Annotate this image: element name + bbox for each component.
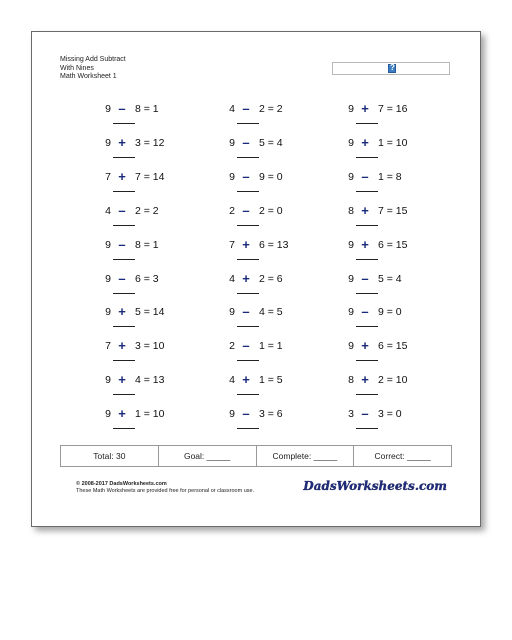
- minus-sign: –: [118, 101, 126, 116]
- problem-item: [225, 374, 335, 404]
- plus-sign: +: [361, 236, 369, 252]
- equation-rest: 3 = 0: [378, 408, 402, 421]
- total-cell: Total: 30: [61, 446, 159, 466]
- first-operand: 8: [348, 204, 354, 217]
- problem-item: [101, 202, 211, 235]
- equation: [225, 168, 335, 185]
- plus-sign: +: [361, 372, 369, 388]
- answer-blank[interactable]: [237, 394, 259, 395]
- complete-cell: Complete: _____: [257, 446, 355, 466]
- answer-blank[interactable]: [356, 259, 378, 260]
- equation-rest: 6 = 13: [259, 238, 289, 251]
- copyright-notice: [76, 481, 254, 495]
- first-operand: 9: [348, 103, 354, 115]
- equation-rest: 6 = 15: [378, 238, 408, 251]
- equation: [101, 134, 211, 151]
- equation: [101, 374, 211, 388]
- equation-rest: 9 = 0: [378, 306, 402, 319]
- first-operand: 9: [348, 170, 354, 183]
- svg-text:DadsWorksheets.com: DadsWorksheets.com: [303, 479, 447, 493]
- answer-blank[interactable]: [113, 360, 135, 361]
- answer-blank[interactable]: [113, 326, 135, 327]
- equation-rest: 5 = 4: [378, 272, 402, 285]
- problem-item: [344, 103, 454, 133]
- minus-sign: –: [242, 101, 250, 116]
- minus-sign: –: [118, 236, 126, 252]
- equation: [101, 340, 211, 354]
- answer-blank[interactable]: [356, 123, 378, 124]
- title-line-3: Math Worksheet 1: [60, 73, 117, 80]
- minus-sign: –: [242, 406, 250, 422]
- problem-item: [344, 270, 454, 303]
- equation: [225, 134, 335, 151]
- answer-blank[interactable]: [356, 360, 378, 361]
- first-operand: 8: [348, 374, 354, 387]
- first-operand: 9: [105, 374, 111, 387]
- plus-sign: +: [361, 202, 369, 218]
- equation: [101, 168, 211, 185]
- equation-rest: 2 = 0: [259, 204, 283, 217]
- plus-sign: +: [118, 338, 126, 354]
- answer-blank[interactable]: [356, 293, 378, 294]
- minus-sign: –: [242, 202, 250, 218]
- first-operand: 9: [348, 238, 354, 251]
- plus-sign: +: [361, 338, 369, 354]
- first-operand: 9: [229, 408, 235, 421]
- first-operand: 4: [229, 103, 235, 115]
- equation: [344, 236, 454, 253]
- dadsworksheets-logo: [303, 475, 452, 495]
- equation: [225, 202, 335, 219]
- first-operand: 7: [229, 238, 235, 251]
- first-operand: 9: [105, 103, 111, 115]
- equation-rest: 8 = 1: [135, 238, 159, 251]
- problem-item: [225, 103, 335, 133]
- plus-sign: +: [242, 270, 250, 286]
- minus-sign: –: [361, 304, 369, 320]
- equation-rest: 8 = 1: [135, 103, 159, 115]
- equation-rest: 1 = 10: [135, 408, 165, 421]
- equation: [225, 374, 335, 388]
- first-operand: 7: [105, 170, 111, 183]
- answer-blank[interactable]: [237, 428, 259, 429]
- answer-blank[interactable]: [113, 293, 135, 294]
- first-operand: 9: [229, 170, 235, 183]
- minus-sign: –: [118, 270, 126, 286]
- first-operand: 7: [105, 340, 111, 353]
- answer-blank[interactable]: [356, 225, 378, 226]
- first-operand: 9: [348, 306, 354, 319]
- plus-sign: +: [118, 406, 126, 422]
- first-operand: 9: [105, 306, 111, 319]
- first-operand: 3: [348, 408, 354, 421]
- problem-item: [101, 236, 211, 269]
- problem-item: [225, 168, 335, 201]
- minus-sign: –: [118, 202, 126, 218]
- problem-item: [225, 202, 335, 235]
- problem-item: [344, 202, 454, 235]
- answer-blank[interactable]: [356, 326, 378, 327]
- copyright-line-1: © 2008-2017 DadsWorksheets.com: [76, 481, 167, 487]
- equation: [101, 306, 211, 320]
- first-operand: 9: [348, 272, 354, 285]
- copyright-line-2: These Math Worksheets are provided free for personal or classroom use.: [76, 488, 255, 494]
- answer-blank[interactable]: [356, 157, 378, 158]
- equation: [344, 202, 454, 219]
- first-operand: 9: [105, 272, 111, 285]
- problem-item: [101, 270, 211, 303]
- minus-sign: –: [361, 406, 369, 422]
- first-operand: 4: [229, 272, 235, 285]
- equation: [225, 236, 335, 253]
- problem-item: [344, 236, 454, 269]
- minus-sign: –: [242, 134, 250, 150]
- answer-blank[interactable]: [237, 360, 259, 361]
- first-operand: 9: [105, 238, 111, 251]
- equation: [225, 340, 335, 354]
- equation-rest: 3 = 12: [135, 136, 165, 149]
- equation: [344, 270, 454, 287]
- equation: [225, 408, 335, 422]
- problem-item: [344, 134, 454, 167]
- first-operand: 9: [229, 306, 235, 319]
- problem-item: [344, 168, 454, 201]
- answer-blank[interactable]: [113, 225, 135, 226]
- equation: [344, 103, 454, 117]
- first-operand: 4: [229, 374, 235, 387]
- problem-item: [225, 236, 335, 269]
- equation: [101, 236, 211, 253]
- answer-blank[interactable]: [356, 394, 378, 395]
- problem-item: [101, 340, 211, 370]
- answer-blank[interactable]: [113, 157, 135, 158]
- minus-sign: –: [242, 304, 250, 320]
- problem-item: [101, 103, 211, 133]
- equation: [344, 340, 454, 354]
- equation: [344, 168, 454, 185]
- equation-rest: 7 = 14: [135, 170, 165, 183]
- equation: [101, 202, 211, 219]
- problem-item: [225, 306, 335, 336]
- equation-rest: 4 = 5: [259, 306, 283, 319]
- equation: [101, 408, 211, 422]
- plus-sign: +: [118, 134, 126, 150]
- problem-item: [101, 408, 211, 438]
- minus-sign: –: [242, 338, 250, 354]
- equation: [225, 270, 335, 287]
- problem-item: [344, 340, 454, 370]
- problem-item: [344, 374, 454, 404]
- equation-rest: 2 = 2: [259, 103, 283, 115]
- equation-rest: 3 = 6: [259, 408, 283, 421]
- equation-rest: 6 = 15: [378, 340, 408, 353]
- problem-item: [225, 270, 335, 303]
- first-operand: 9: [229, 136, 235, 149]
- first-operand: 2: [229, 204, 235, 217]
- equation-rest: 1 = 8: [378, 170, 402, 183]
- first-operand: 9: [105, 408, 111, 421]
- answer-blank[interactable]: [237, 259, 259, 260]
- minus-sign: –: [242, 168, 250, 184]
- first-operand: 9: [348, 340, 354, 353]
- equation: [344, 306, 454, 320]
- equation-rest: 3 = 10: [135, 340, 165, 353]
- equation: [225, 103, 335, 117]
- plus-sign: +: [118, 372, 126, 388]
- worksheet-page: [31, 31, 481, 527]
- equation: [344, 408, 454, 422]
- answer-blank[interactable]: [113, 428, 135, 429]
- plus-sign: +: [361, 101, 369, 116]
- equation: [101, 103, 211, 117]
- answer-blank[interactable]: [237, 326, 259, 327]
- title-line-2: With Nines: [60, 64, 94, 72]
- plus-sign: +: [118, 304, 126, 320]
- equation-rest: 5 = 4: [259, 136, 283, 149]
- answer-blank[interactable]: [237, 225, 259, 226]
- title-line-1: Missing Add Subtract: [60, 56, 126, 63]
- equation-rest: 1 = 10: [378, 136, 408, 149]
- equation-rest: 5 = 14: [135, 306, 165, 319]
- plus-sign: +: [242, 372, 250, 388]
- equation-rest: 1 = 5: [259, 374, 283, 387]
- answer-blank[interactable]: [237, 157, 259, 158]
- plus-sign: +: [242, 236, 250, 252]
- answer-blank[interactable]: [113, 394, 135, 395]
- equation-rest: 2 = 10: [378, 374, 408, 387]
- plus-sign: +: [361, 134, 369, 150]
- first-operand: 9: [348, 136, 354, 149]
- problem-item: [101, 134, 211, 167]
- answer-blank[interactable]: [356, 191, 378, 192]
- score-table: [60, 445, 452, 467]
- answer-blank[interactable]: [113, 259, 135, 260]
- equation-rest: 4 = 13: [135, 374, 165, 387]
- problem-item: [101, 374, 211, 404]
- equation-rest: 9 = 0: [259, 170, 283, 183]
- answer-blank[interactable]: [237, 293, 259, 294]
- equation-rest: 7 = 15: [378, 204, 408, 217]
- minus-sign: –: [361, 168, 369, 184]
- first-operand: 9: [105, 136, 111, 149]
- answer-blank[interactable]: [113, 123, 135, 124]
- equation: [344, 134, 454, 151]
- first-operand: 4: [105, 204, 111, 217]
- problem-item: [101, 168, 211, 201]
- problem-item: [225, 134, 335, 167]
- problem-item: [225, 408, 335, 438]
- problem-item: [344, 408, 454, 438]
- answer-blank[interactable]: [356, 428, 378, 429]
- answer-blank[interactable]: [237, 123, 259, 124]
- problem-item: [101, 306, 211, 336]
- equation: [344, 374, 454, 388]
- equation-rest: 7 = 16: [378, 103, 408, 115]
- equation: [225, 306, 335, 320]
- correct-cell: Correct: _____: [374, 451, 431, 461]
- equation-rest: 6 = 3: [135, 272, 159, 285]
- answer-blank[interactable]: [237, 191, 259, 192]
- first-operand: 2: [229, 340, 235, 353]
- problem-item: [225, 340, 335, 370]
- equation-rest: 2 = 2: [135, 204, 159, 217]
- goal-cell: Goal: _____: [159, 446, 257, 466]
- minus-sign: –: [361, 270, 369, 286]
- problem-item: [344, 306, 454, 336]
- equation-rest: 2 = 6: [259, 272, 283, 285]
- equation-rest: 1 = 1: [259, 340, 283, 353]
- plus-sign: +: [118, 168, 126, 184]
- equation: [101, 270, 211, 287]
- answer-blank[interactable]: [113, 191, 135, 192]
